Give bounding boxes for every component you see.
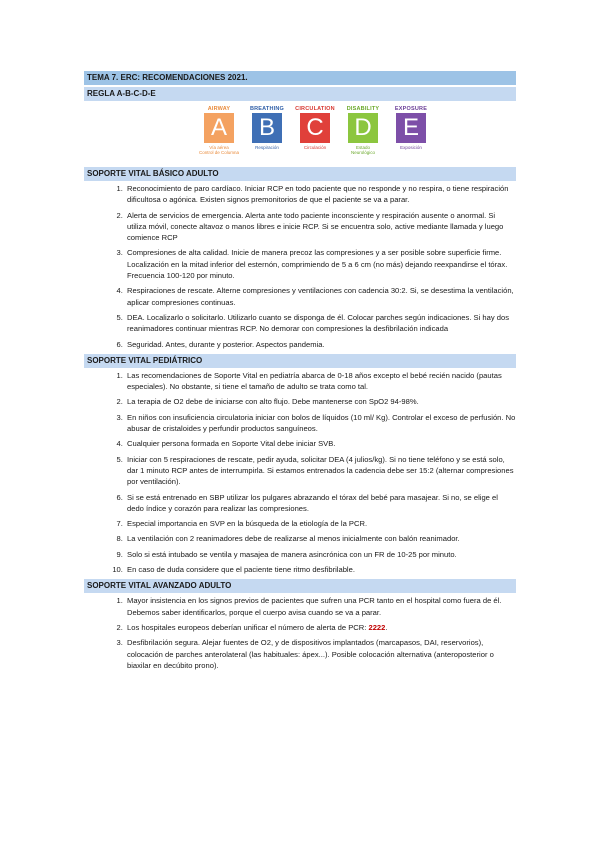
section-heading-pediatric: SOPORTE VITAL PEDIÁTRICO <box>84 354 516 368</box>
abcde-bottom-label-2: Control de Columna <box>198 150 240 155</box>
abcde-graphic <box>114 105 516 161</box>
abcde-bottom-label-2: Neurológico <box>350 150 375 155</box>
abcde-item-d <box>341 105 385 161</box>
list-item: 4. Cualquier persona formada en Soporte Vital debe iniciar SVB. <box>125 438 516 449</box>
abcde-bottom-label: Estado <box>355 145 370 150</box>
advanced-life-support-list <box>84 595 516 671</box>
document-page <box>84 71 516 675</box>
section-heading-basic: SOPORTE VITAL BÁSICO ADULTO <box>84 167 516 181</box>
list-item: 5. DEA. Localizarlo o solicitarlo. Utilizarlo cuanto se disponga de él. Colocar parches según indicaciones. Si hay dos reanimadores continuar mientras RCP. No demorar con compresiones la desfibrilación indicada <box>125 312 516 335</box>
abcde-bottom-label: Vía aérea <box>209 145 229 150</box>
abcde-bottom-label: Circulación <box>303 145 327 150</box>
abcde-top-label: EXPOSURE <box>394 106 428 112</box>
abcde-item-e <box>389 105 433 161</box>
abcde-letter-box: C <box>300 113 330 143</box>
abcde-top-label: AIRWAY <box>207 106 231 112</box>
list-item: 9. Solo si está intubado se ventila y masajea de manera asincrónica con un FR de 10-25 por minuto. <box>125 549 516 560</box>
list-item <box>125 595 516 618</box>
list-item-text: Mayor insistencia en los signos previos de pacientes que sufren una PCR tanto en el hospital como fuera de él. Debemos saber identificarlos, porque el cuerpo avisa cuando se va a parar. <box>127 596 502 617</box>
abcde-top-label: CIRCULATION <box>295 106 335 112</box>
list-item: 7. Especial importancia en SVP en la búsqueda de la etiología de la PCR. <box>125 518 516 529</box>
abcde-item-b <box>245 105 289 161</box>
pediatric-life-support-list <box>84 370 516 575</box>
abcde-bottom-label: Respiración <box>255 145 279 150</box>
alert-number: 2222 <box>368 622 386 632</box>
list-item: 5. Iniciar con 5 respiraciones de rescate, pedir ayuda, solicitar DEA (4 julios/kg). Si no tiene teléfono y se está solo, dar 1 minuto RCP antes de interrumpirla. Si estamos entrenados la cadencia debe ser 15:2 (alternar compresiones por ventilación). <box>125 454 516 488</box>
list-item <box>125 622 516 633</box>
abcde-letter-box: A <box>204 113 234 143</box>
list-item <box>125 637 516 671</box>
list-item: 2. La terapia de O2 debe de iniciarse con alto flujo. Debe mantenerse con SpO2 94-98%. <box>125 396 516 407</box>
list-item: 8. La ventilación con 2 reanimadores debe de realizarse al menos inicialmente con balón reanimador. <box>125 533 516 544</box>
abcde-top-label: DISABILITY <box>346 106 380 112</box>
abcde-item-a <box>197 105 241 161</box>
list-item: 6. Seguridad. Antes, durante y posterior. Aspectos pandemia. <box>125 339 516 350</box>
section-heading-advanced: SOPORTE VITAL AVANZADO ADULTO <box>84 579 516 593</box>
abcde-top-label: BREATHING <box>249 106 285 112</box>
list-item: 1. Reconocimiento de paro cardíaco. Iniciar RCP en todo paciente que no responde y no respira, o tiene respiración dificultosa o agónica. Existen signos premonitorios de que el paciente se va a parar. <box>125 183 516 206</box>
list-item: 4. Respiraciones de rescate. Alterne compresiones y ventilaciones con cadencia 30:2. Si, se desestima la ventilación, aplicar compresiones continuas. <box>125 285 516 308</box>
list-item: 3. En niños con insuficiencia circulatoria iniciar con bolos de líquidos (10 ml/ Kg). Controlar el exceso de perfusión. No abusar de cristaloides y perfundir productos sanguíneos. <box>125 412 516 435</box>
abcde-letter-box: E <box>396 113 426 143</box>
list-item-text: Desfibrilación segura. Alejar fuentes de O2, y de dispositivos implantados (marcapasos, DAI, reservorios), colocación de parches anterolateral (las habituales: ápex...). Posible colocación alternativa (anteroposterior o biaxilar en decúbito prono). <box>127 638 494 670</box>
list-item: 6. Si se está entrenado en SBP utilizar los pulgares abrazando el tórax del bebé para masajear. Si no, se elige el dedo índice y corazón para realizar las compresiones. <box>125 492 516 515</box>
document-title: TEMA 7. ERC: RECOMENDACIONES 2021. <box>84 71 516 85</box>
list-item: 2. Alerta de servicios de emergencia. Alerta ante todo paciente inconsciente y respiración ausente o anormal. Si utiliza móvil, conecte altavoz o manos libres e inicie RCP. Si se encuentra solo, active mediante llamada y luego comience RCP <box>125 210 516 244</box>
basic-life-support-list <box>84 183 516 350</box>
list-item-end: . <box>385 622 388 632</box>
abcde-letter-box: B <box>252 113 282 143</box>
list-item-text: Los hospitales europeos deberían unificar el número de alerta de PCR: <box>127 622 369 632</box>
list-item: 3. Compresiones de alta calidad. Inicie de manera precoz las compresiones y a ser posible sobre superficie firme. Localización en la mitad inferior del esternón, comprimiendo de 5 a 6 cm (no más) dejando reexpandirse el tórax. Frecuencia 100-120 por minuto. <box>125 247 516 281</box>
list-item: 10. En caso de duda considere que el paciente tiene ritmo desfibrilable. <box>125 564 516 575</box>
abcde-letter-box: D <box>348 113 378 143</box>
abcde-item-c <box>293 105 337 161</box>
abcde-rule-heading: REGLA A-B-C-D-E <box>84 87 516 101</box>
list-item: 1. Las recomendaciones de Soporte Vital en pediatría abarca de 0-18 años excepto el bebé recién nacido (pautas especiales). No obstante, si tiene el tamaño de adulto se trata como tal. <box>125 370 516 393</box>
abcde-bottom-label: Exposición <box>400 145 422 150</box>
